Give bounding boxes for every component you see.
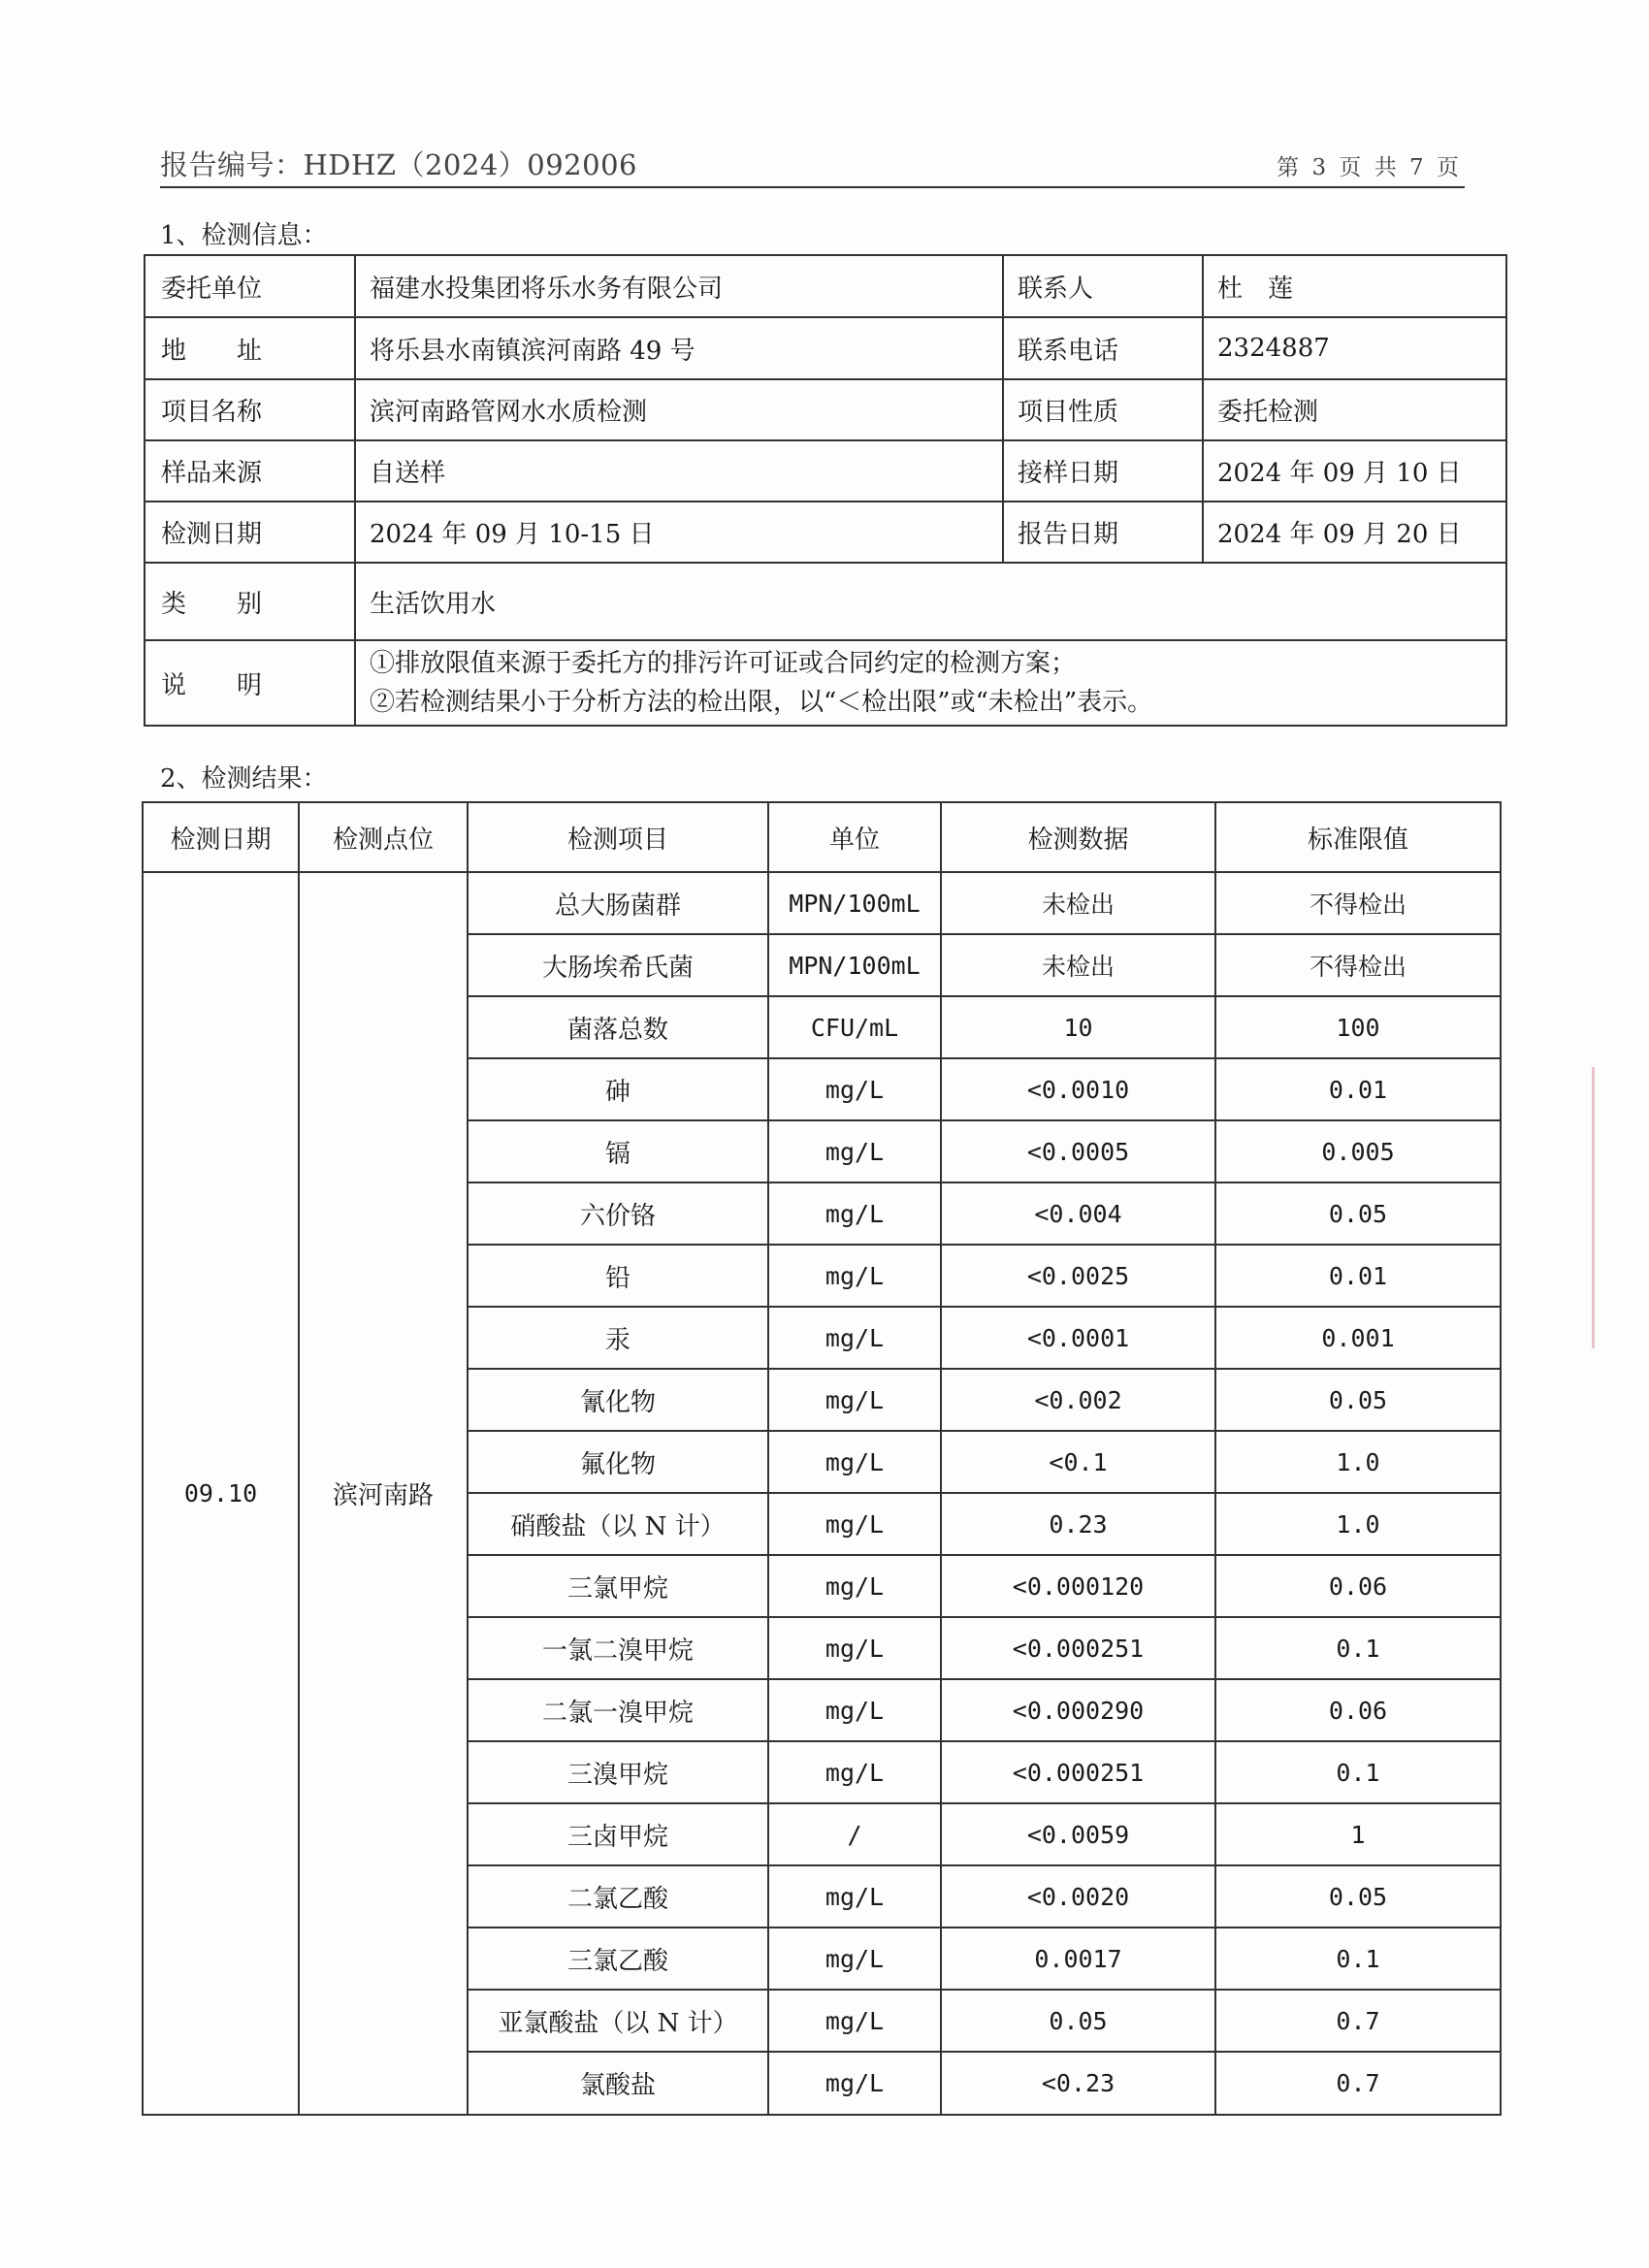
unit-cell: CFU/mL [768, 996, 941, 1058]
item-cell: 亚氯酸盐（以 N 计） [468, 1990, 768, 2052]
receive-date-value: 2024 年 09 月 10 日 [1203, 440, 1506, 502]
test-date-cell: 09.10 [143, 872, 299, 2115]
project-label: 项目名称 [145, 379, 355, 440]
phone-value: 2324887 [1203, 317, 1506, 379]
value-cell: <0.000251 [941, 1741, 1215, 1803]
address-value: 将乐县水南镇滨河南路 49 号 [355, 317, 1003, 379]
limit-cell: 0.7 [1215, 2052, 1501, 2115]
item-cell: 二氯乙酸 [468, 1865, 768, 1928]
unit-cell: mg/L [768, 1617, 941, 1679]
note-label: 说 明 [145, 640, 355, 726]
unit-cell: mg/L [768, 1307, 941, 1369]
value-cell: <0.0001 [941, 1307, 1215, 1369]
client-value: 福建水投集团将乐水务有限公司 [355, 255, 1003, 317]
info-table [144, 254, 1507, 727]
limit-cell: 不得检出 [1215, 934, 1501, 996]
address-label: 地 址 [145, 317, 355, 379]
limit-cell: 0.05 [1215, 1369, 1501, 1431]
test-date-label: 检测日期 [145, 502, 355, 563]
results-header-row [143, 802, 1501, 872]
value-cell: <0.0010 [941, 1058, 1215, 1120]
test-date-value: 2024 年 09 月 10-15 日 [355, 502, 1003, 563]
limit-cell: 不得检出 [1215, 872, 1501, 934]
unit-cell: mg/L [768, 2052, 941, 2115]
results-header-cell: 检测项目 [468, 802, 768, 872]
value-cell: <0.0025 [941, 1245, 1215, 1307]
category-value: 生活饮用水 [355, 563, 1506, 640]
unit-cell: mg/L [768, 1555, 941, 1617]
limit-cell: 1.0 [1215, 1493, 1501, 1555]
limit-cell: 0.06 [1215, 1679, 1501, 1741]
nature-label: 项目性质 [1003, 379, 1203, 440]
item-cell: 镉 [468, 1120, 768, 1183]
value-cell: <0.0059 [941, 1803, 1215, 1865]
note-line-1: ①排放限值来源于委托方的排污许可证或合同约定的检测方案； [370, 649, 1077, 678]
limit-cell: 100 [1215, 996, 1501, 1058]
page-header [160, 136, 1465, 188]
results-header-cell: 检测数据 [941, 802, 1215, 872]
limit-cell: 0.06 [1215, 1555, 1501, 1617]
item-cell: 菌落总数 [468, 996, 768, 1058]
results-header-cell: 检测点位 [299, 802, 468, 872]
value-cell: 0.23 [941, 1493, 1215, 1555]
unit-cell: mg/L [768, 1493, 941, 1555]
value-cell: <0.0005 [941, 1120, 1215, 1183]
unit-cell: MPN/100mL [768, 872, 941, 934]
value-cell: <0.000290 [941, 1679, 1215, 1741]
limit-cell: 0.005 [1215, 1120, 1501, 1183]
client-label: 委托单位 [145, 255, 355, 317]
unit-cell: mg/L [768, 1245, 941, 1307]
results-header-cell: 单位 [768, 802, 941, 872]
item-cell: 三卤甲烷 [468, 1803, 768, 1865]
limit-cell: 1.0 [1215, 1431, 1501, 1493]
value-cell: <0.0020 [941, 1865, 1215, 1928]
unit-cell: mg/L [768, 1369, 941, 1431]
limit-cell: 0.1 [1215, 1617, 1501, 1679]
value-cell: <0.002 [941, 1369, 1215, 1431]
results-header-cell: 检测日期 [143, 802, 299, 872]
phone-label: 联系电话 [1003, 317, 1203, 379]
item-cell: 三溴甲烷 [468, 1741, 768, 1803]
value-cell: <0.1 [941, 1431, 1215, 1493]
unit-cell: mg/L [768, 1928, 941, 1990]
value-cell: <0.000120 [941, 1555, 1215, 1617]
results-table [142, 801, 1502, 2116]
item-cell: 砷 [468, 1058, 768, 1120]
unit-cell: / [768, 1803, 941, 1865]
table-row [143, 872, 1501, 934]
limit-cell: 0.05 [1215, 1183, 1501, 1245]
limit-cell: 0.01 [1215, 1245, 1501, 1307]
item-cell: 氰化物 [468, 1369, 768, 1431]
unit-cell: mg/L [768, 1183, 941, 1245]
unit-cell: mg/L [768, 1058, 941, 1120]
unit-cell: mg/L [768, 1679, 941, 1741]
value-cell: 0.05 [941, 1990, 1215, 2052]
item-cell: 一氯二溴甲烷 [468, 1617, 768, 1679]
limit-cell: 0.1 [1215, 1741, 1501, 1803]
item-cell: 三氯甲烷 [468, 1555, 768, 1617]
nature-value: 委托检测 [1203, 379, 1506, 440]
item-cell: 氯酸盐 [468, 2052, 768, 2115]
limit-cell: 0.01 [1215, 1058, 1501, 1120]
category-label: 类 别 [145, 563, 355, 640]
item-cell: 二氯一溴甲烷 [468, 1679, 768, 1741]
stamp-edge-mark [1592, 1067, 1595, 1348]
limit-cell: 0.1 [1215, 1928, 1501, 1990]
report-date-label: 报告日期 [1003, 502, 1203, 563]
receive-date-label: 接样日期 [1003, 440, 1203, 502]
item-cell: 六价铬 [468, 1183, 768, 1245]
note-content [355, 640, 1506, 726]
limit-cell: 1 [1215, 1803, 1501, 1865]
unit-cell: MPN/100mL [768, 934, 941, 996]
item-cell: 三氯乙酸 [468, 1928, 768, 1990]
value-cell: 未检出 [941, 934, 1215, 996]
item-cell: 氟化物 [468, 1431, 768, 1493]
source-value: 自送样 [355, 440, 1003, 502]
unit-cell: mg/L [768, 1990, 941, 2052]
unit-cell: mg/L [768, 1431, 941, 1493]
section-title-info: 1、检测信息： [160, 221, 328, 250]
unit-cell: mg/L [768, 1865, 941, 1928]
note-line-2: ②若检测结果小于分析方法的检出限，以“＜检出限”或“未检出”表示。 [370, 688, 1153, 717]
report-date-value: 2024 年 09 月 20 日 [1203, 502, 1506, 563]
value-cell: <0.004 [941, 1183, 1215, 1245]
report-number: 报告编号：HDHZ（2024）092006 [160, 148, 637, 181]
value-cell: 未检出 [941, 872, 1215, 934]
item-cell: 汞 [468, 1307, 768, 1369]
project-value: 滨河南路管网水水质检测 [355, 379, 1003, 440]
results-header-cell: 标准限值 [1215, 802, 1501, 872]
test-site-cell: 滨河南路 [299, 872, 468, 2115]
value-cell: <0.000251 [941, 1617, 1215, 1679]
contact-label: 联系人 [1003, 255, 1203, 317]
value-cell: 10 [941, 996, 1215, 1058]
source-label: 样品来源 [145, 440, 355, 502]
limit-cell: 0.7 [1215, 1990, 1501, 2052]
value-cell: 0.0017 [941, 1928, 1215, 1990]
item-cell: 硝酸盐（以 N 计） [468, 1493, 768, 1555]
limit-cell: 0.001 [1215, 1307, 1501, 1369]
item-cell: 总大肠菌群 [468, 872, 768, 934]
unit-cell: mg/L [768, 1120, 941, 1183]
section-title-results: 2、检测结果： [160, 764, 328, 794]
value-cell: <0.23 [941, 2052, 1215, 2115]
limit-cell: 0.05 [1215, 1865, 1501, 1928]
item-cell: 大肠埃希氏菌 [468, 934, 768, 996]
item-cell: 铅 [468, 1245, 768, 1307]
contact-value: 杜 莲 [1203, 255, 1506, 317]
unit-cell: mg/L [768, 1741, 941, 1803]
page-indicator: 第 3 页 共 7 页 [1277, 155, 1459, 180]
